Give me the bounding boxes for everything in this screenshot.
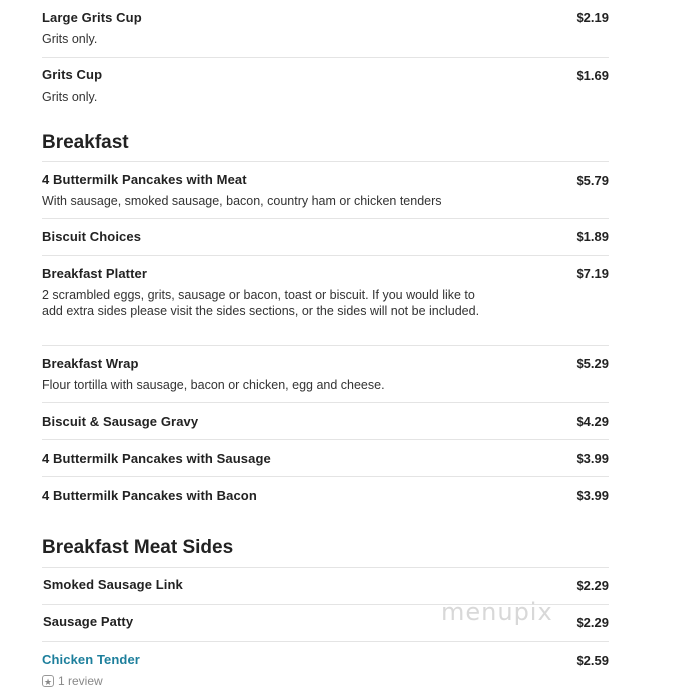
menu-item [42, 256, 609, 346]
item-name: 4 Buttermilk Pancakes with Bacon [42, 488, 257, 503]
section-header [42, 116, 609, 162]
item-description: Grits only. [42, 90, 98, 104]
item-name-link[interactable]: Chicken Tender [42, 652, 140, 667]
star-icon: ★ [43, 677, 53, 687]
review-text: 1 review [58, 674, 103, 688]
item-price: $2.59 [576, 653, 609, 668]
item-name: Large Grits Cup [42, 10, 142, 25]
menu-item [42, 219, 609, 256]
item-name: Grits Cup [42, 67, 103, 82]
item-price: $2.29 [576, 615, 609, 630]
item-price: $2.29 [576, 578, 609, 593]
watermark-logo: menupix [441, 598, 553, 626]
item-description: Grits only. [42, 32, 98, 46]
item-name: Biscuit Choices [42, 229, 142, 244]
item-name: 4 Buttermilk Pancakes with Sausage [42, 451, 271, 466]
item-price: $5.79 [576, 173, 609, 188]
item-price: $5.29 [576, 356, 609, 371]
menu-item [42, 0, 609, 58]
review-count[interactable] [42, 674, 103, 688]
menu-item [42, 346, 609, 403]
section-title: Breakfast Meat Sides [42, 537, 234, 558]
menu [42, 0, 609, 700]
section-header [42, 514, 609, 568]
menu-item [42, 440, 609, 477]
menu-item [42, 477, 609, 514]
item-name: Breakfast Platter [42, 266, 148, 281]
item-description: 2 scrambled eggs, grits, sausage or bacon, toast or biscuit. If you would like to add extra sides please visit the sides sections, or the sides will not be included. [42, 288, 480, 318]
item-price: $1.69 [576, 68, 609, 83]
item-price: $2.19 [576, 10, 609, 25]
item-price: $7.19 [576, 266, 609, 281]
item-name: Sausage Patty [43, 614, 134, 629]
item-description: With sausage, smoked sausage, bacon, country ham or chicken tenders [42, 194, 442, 208]
item-price: $3.99 [576, 488, 609, 503]
item-price: $4.29 [576, 414, 609, 429]
item-name: Biscuit & Sausage Gravy [42, 414, 199, 429]
item-name: Breakfast Wrap [42, 356, 139, 371]
menu-item [42, 642, 609, 700]
item-price: $3.99 [576, 451, 609, 466]
item-name: Smoked Sausage Link [43, 577, 183, 592]
menu-item [42, 162, 609, 219]
menu-item [42, 58, 609, 116]
item-name: 4 Buttermilk Pancakes with Meat [42, 172, 247, 187]
item-description: Flour tortilla with sausage, bacon or chicken, egg and cheese. [42, 378, 385, 392]
item-price: $1.89 [576, 229, 609, 244]
section-title: Breakfast [42, 132, 129, 153]
menu-item [42, 403, 609, 440]
